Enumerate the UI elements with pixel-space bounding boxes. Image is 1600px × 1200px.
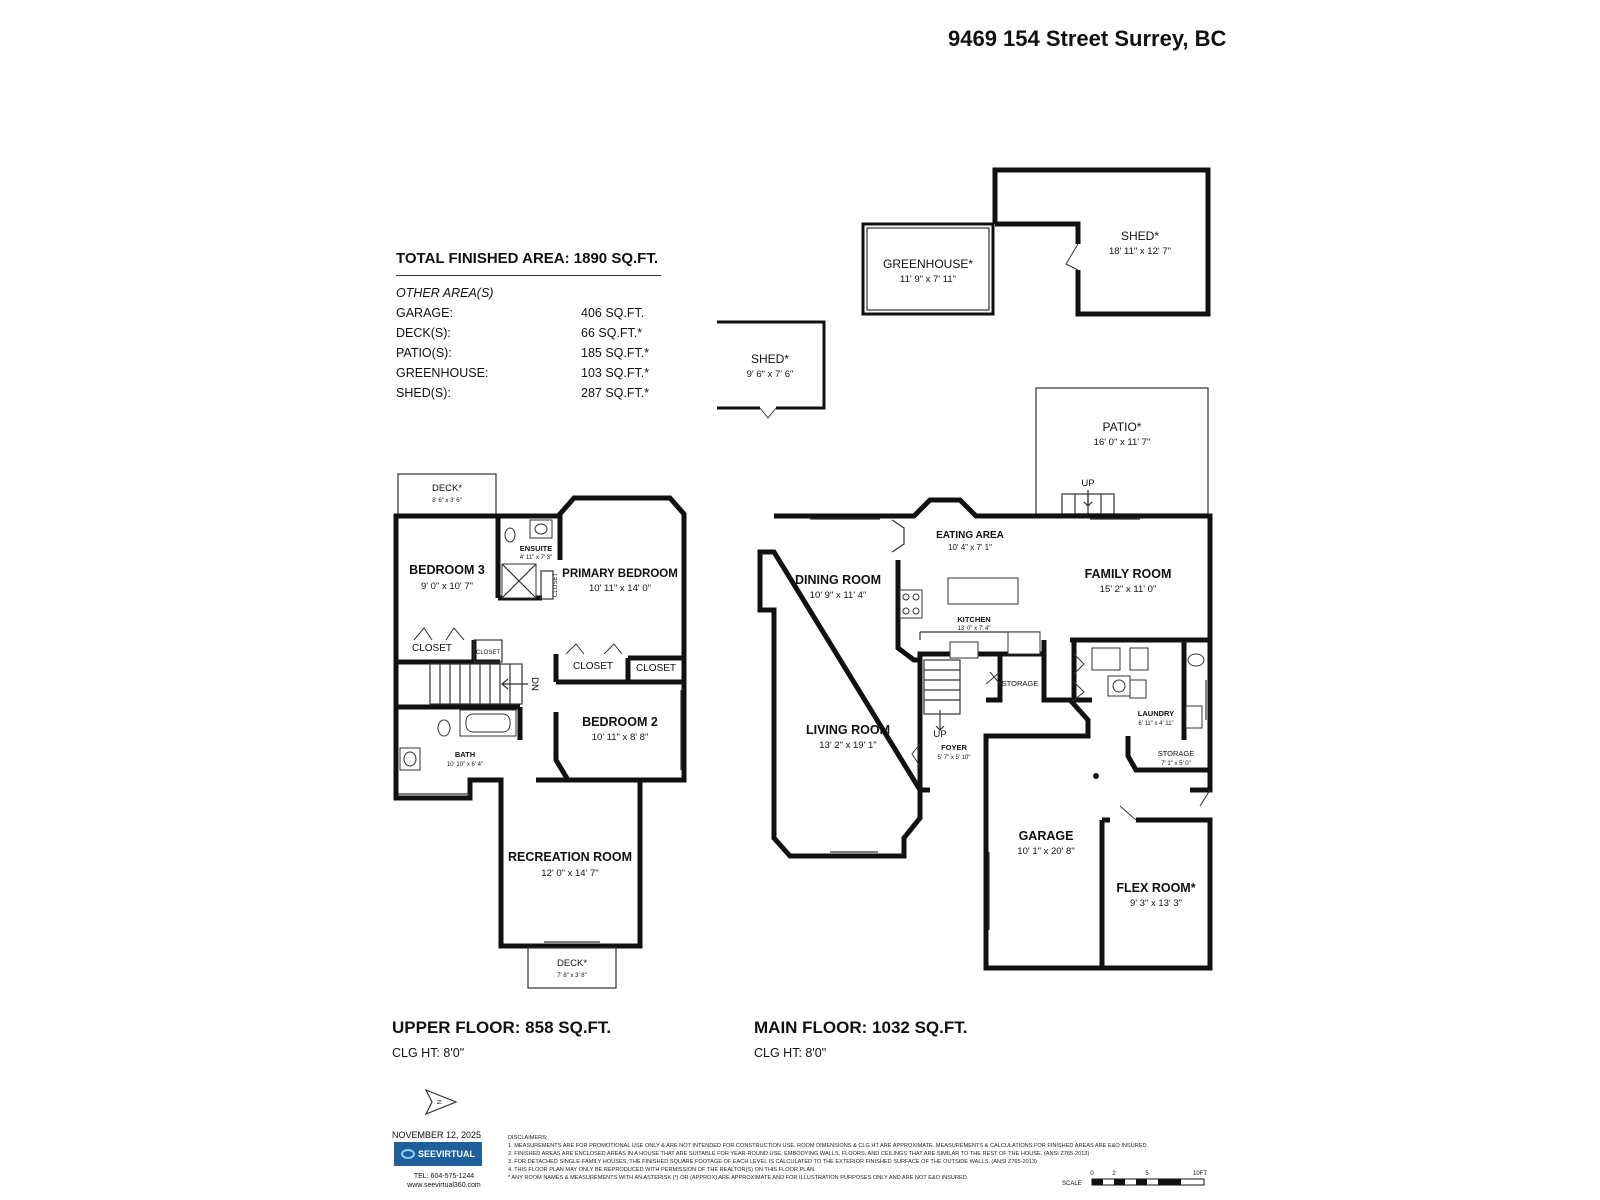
- plan-date: NOVEMBER 12, 2025: [392, 1130, 482, 1140]
- closet-a-label: CLOSET: [411, 643, 453, 654]
- closet-doors: [566, 644, 622, 654]
- closet-doors: [414, 628, 464, 640]
- upper-floor-clg: CLG HT: 8'0": [392, 1046, 465, 1060]
- scale-tick: 0: [1090, 1171, 1094, 1177]
- eating-area-dim: 10' 4" x 7' 1": [948, 543, 992, 552]
- powder-toilet: [1188, 654, 1204, 666]
- total-finished-area: TOTAL FINISHED AREA: 1890 SQ.FT.: [396, 250, 661, 276]
- dining-room-name: DINING ROOM: [794, 573, 882, 587]
- storage-dim: 7' 1" x 5' 0": [1161, 761, 1191, 767]
- primary-bedroom-name: PRIMARY BEDROOM: [562, 568, 678, 580]
- closet-b-label: CLOSET: [572, 661, 614, 672]
- company-contact: [394, 1172, 494, 1190]
- disclaimer-line: 3. FOR DETACHED SINGLE-FAMILY HOUSES, THE FINISHED SQUARE FOOTAGE OF EACH LEVEL IS CALCULATED TO THE EXTERIOR FINISHED SURFACE OF THE OUTSIDE WALLS. (ANSI Z765-2013): [508, 1159, 1037, 1165]
- shed-big-name: SHED*: [1120, 229, 1160, 243]
- bedroom3-name: BEDROOM 3: [409, 563, 485, 577]
- interior-wall: [556, 712, 568, 780]
- main-floor-title: MAIN FLOOR: 1032 SQ.FT.: [754, 1018, 968, 1037]
- greenhouse-name: GREENHOUSE*: [882, 257, 974, 271]
- garage-name: GARAGE: [1018, 829, 1074, 843]
- laundry-name: LAUNDRY: [1137, 709, 1175, 718]
- property-address: 9469 154 Street Surrey, BC: [948, 26, 1227, 51]
- garage-post: [1093, 773, 1099, 779]
- main-floor-clg: CLG HT: 8'0": [754, 1046, 827, 1060]
- logo-swirl-icon: [401, 1149, 415, 1159]
- disclaimers: [508, 1134, 1208, 1182]
- upper-deck-top: [398, 474, 496, 516]
- deck-top-name: DECK*: [431, 483, 463, 494]
- big-shed: [995, 170, 1208, 314]
- scale-tick: 2: [1112, 1171, 1116, 1177]
- bedroom2-dim: 10' 11" x 8' 8": [591, 732, 649, 743]
- closet-small-label: CLOSET: [475, 650, 501, 656]
- ensuite-dim: 4' 11" x 7' 3": [519, 555, 553, 561]
- north-arrow-icon: [426, 1090, 456, 1114]
- area-row: PATIO(S): 185 SQ.FT.*: [396, 346, 650, 360]
- bath-dim: 10' 10" x 6' 4": [446, 762, 484, 768]
- fridge: [1008, 632, 1040, 654]
- ensuite-closet: [541, 571, 553, 599]
- bath-toilet: [438, 720, 450, 736]
- foyer-dim: 5' 7" x 5' 10": [937, 755, 971, 761]
- powder-sink: [1186, 706, 1202, 728]
- outbuildings: [717, 170, 1208, 514]
- scale-tick: 10FT: [1192, 1171, 1208, 1177]
- interior-wall: [986, 654, 1000, 700]
- fireplace: [892, 520, 904, 552]
- shed-small-dim: 9' 6" x 7' 6": [746, 369, 794, 380]
- compass-letter: N: [435, 1099, 441, 1105]
- kitchen-island: [948, 578, 1018, 604]
- scale-tick: 5: [1145, 1171, 1149, 1177]
- upper-floor-title: UPPER FLOOR: 858 SQ.FT.: [392, 1018, 612, 1037]
- recreation-room-name: RECREATION ROOM: [507, 850, 633, 864]
- flex-room-name: FLEX ROOM*: [1116, 881, 1196, 895]
- storage-stair-label: STORAGE: [1001, 679, 1039, 688]
- ensuite-name: ENSUITE: [519, 544, 553, 553]
- deck-bottom-dim: 7' 8" x 3' 8": [557, 973, 587, 979]
- disclaimer-line: 4. THIS FLOOR PLAN MAY ONLY BE REPRODUCED WITH PERMISSION OF THE REALTOR(S) ON THIS FLOOR PLAN.: [508, 1167, 816, 1173]
- main-floor-plan: [760, 478, 1210, 968]
- company-logo: [394, 1142, 482, 1166]
- shed-small-name: SHED*: [750, 352, 790, 366]
- dining-room-dim: 10' 9" x 11' 4": [809, 590, 867, 601]
- patio-name: PATIO*: [1102, 420, 1142, 434]
- disclaimers-title: DISCLAIMERS:: [508, 1135, 548, 1141]
- flex-room-dim: 9' 3" x 13' 3": [1129, 898, 1183, 909]
- garage-dim: 10' 1" x 20' 8": [1017, 846, 1075, 857]
- area-row: GREENHOUSE: 103 SQ.FT.*: [396, 366, 650, 380]
- primary-bedroom-dim: 10' 11" x 14' 0": [589, 583, 651, 594]
- laundry-sink: [1130, 648, 1148, 670]
- logo-text: SEEVIRTUAL: [417, 1149, 475, 1159]
- kitchen-dim: 13' 0" x 7' 4": [957, 626, 991, 632]
- upper-floor-plan: [396, 474, 684, 988]
- foyer-up-label: UP: [933, 729, 947, 740]
- main-stairs: [924, 660, 1000, 730]
- company-tel: TEL: 604-575-1244: [413, 1173, 475, 1180]
- disclaimer-line: * ANY ROOM NAMES & MEASUREMENTS WITH AN ASTERISK (*) OR (APPROX) ARE APPROXIMATE AND FOR ILLUSTRATION PURPOSES ONLY AND ARE NOT E&O INSURED.: [508, 1175, 969, 1181]
- scale-label: SCALE: [1062, 1181, 1082, 1187]
- ensuite-toilet: [505, 528, 515, 542]
- area-row: DECK(S): 66 SQ.FT.*: [396, 326, 643, 340]
- kitchen-name: KITCHEN: [957, 615, 991, 624]
- disclaimer-line: 1. MEASUREMENTS ARE FOR PROMOTIONAL USE ONLY & ARE NOT INTENDED FOR CONSTRUCTION USE. ROOM DIMENSIONS & CLG HT ARE APPROXIMATE. MEASUREMENTS & CALCULATIONS FOR FINISHED AREAS ARE E&O INSURED.: [508, 1143, 1149, 1149]
- shed-big-dim: 18' 11" x 12' 7": [1109, 246, 1171, 257]
- living-room-dim: 13' 2" x 19' 1": [819, 740, 877, 751]
- other-areas-label: OTHER AREA(S): [396, 286, 494, 300]
- closet-ensuite-label: CLOSET: [553, 572, 559, 598]
- bath-name: BATH: [454, 750, 476, 759]
- upper-stairs: [430, 664, 528, 704]
- patio-up-label: UP: [1081, 478, 1095, 489]
- recreation-room-dim: 12' 0" x 14' 7": [541, 868, 599, 879]
- stove: [900, 590, 922, 618]
- foyer-name: FOYER: [941, 743, 967, 752]
- patio-dim: 16' 0" x 11' 7": [1093, 437, 1151, 448]
- disclaimer-line: 2. FINISHED AREAS ARE ENCLOSED AREAS IN A HOUSE THAT ARE SUITABLE FOR YEAR-ROUND USE, EMBODYING WALLS, FLOORS, AND CEILINGS THAT ARE SIMILAR TO THE REST OF THE HOUSE. (ANSI Z765-2013): [508, 1151, 1090, 1157]
- storage-name: STORAGE: [1157, 749, 1195, 758]
- deck-bottom-name: DECK*: [556, 958, 588, 969]
- living-room-name: LIVING ROOM: [805, 723, 891, 737]
- family-room-dim: 15' 2" x 11' 0": [1099, 584, 1157, 595]
- area-row: SHED(S): 287 SQ.FT.*: [396, 386, 650, 400]
- bedroom3-dim: 9' 0" x 10' 7": [420, 581, 474, 592]
- family-room-name: FAMILY ROOM: [1084, 567, 1172, 581]
- dn-label: DN: [529, 677, 540, 691]
- greenhouse-dim: 11' 9" x 7' 11": [900, 274, 956, 285]
- washer: [1092, 648, 1120, 670]
- kitchen-sink: [950, 642, 978, 658]
- company-web: www.seevirtual360.com: [407, 1182, 481, 1189]
- closet-c-label: CLOSET: [635, 663, 677, 674]
- bedroom2-name: BEDROOM 2: [582, 715, 658, 729]
- eating-area-name: EATING AREA: [936, 530, 1004, 541]
- deck-top-dim: 8' 6" x 3' 6": [432, 498, 462, 504]
- area-row: GARAGE: 406 SQ.FT.: [396, 306, 645, 320]
- laundry-dim: 6' 11" x 4' 11": [1138, 721, 1174, 727]
